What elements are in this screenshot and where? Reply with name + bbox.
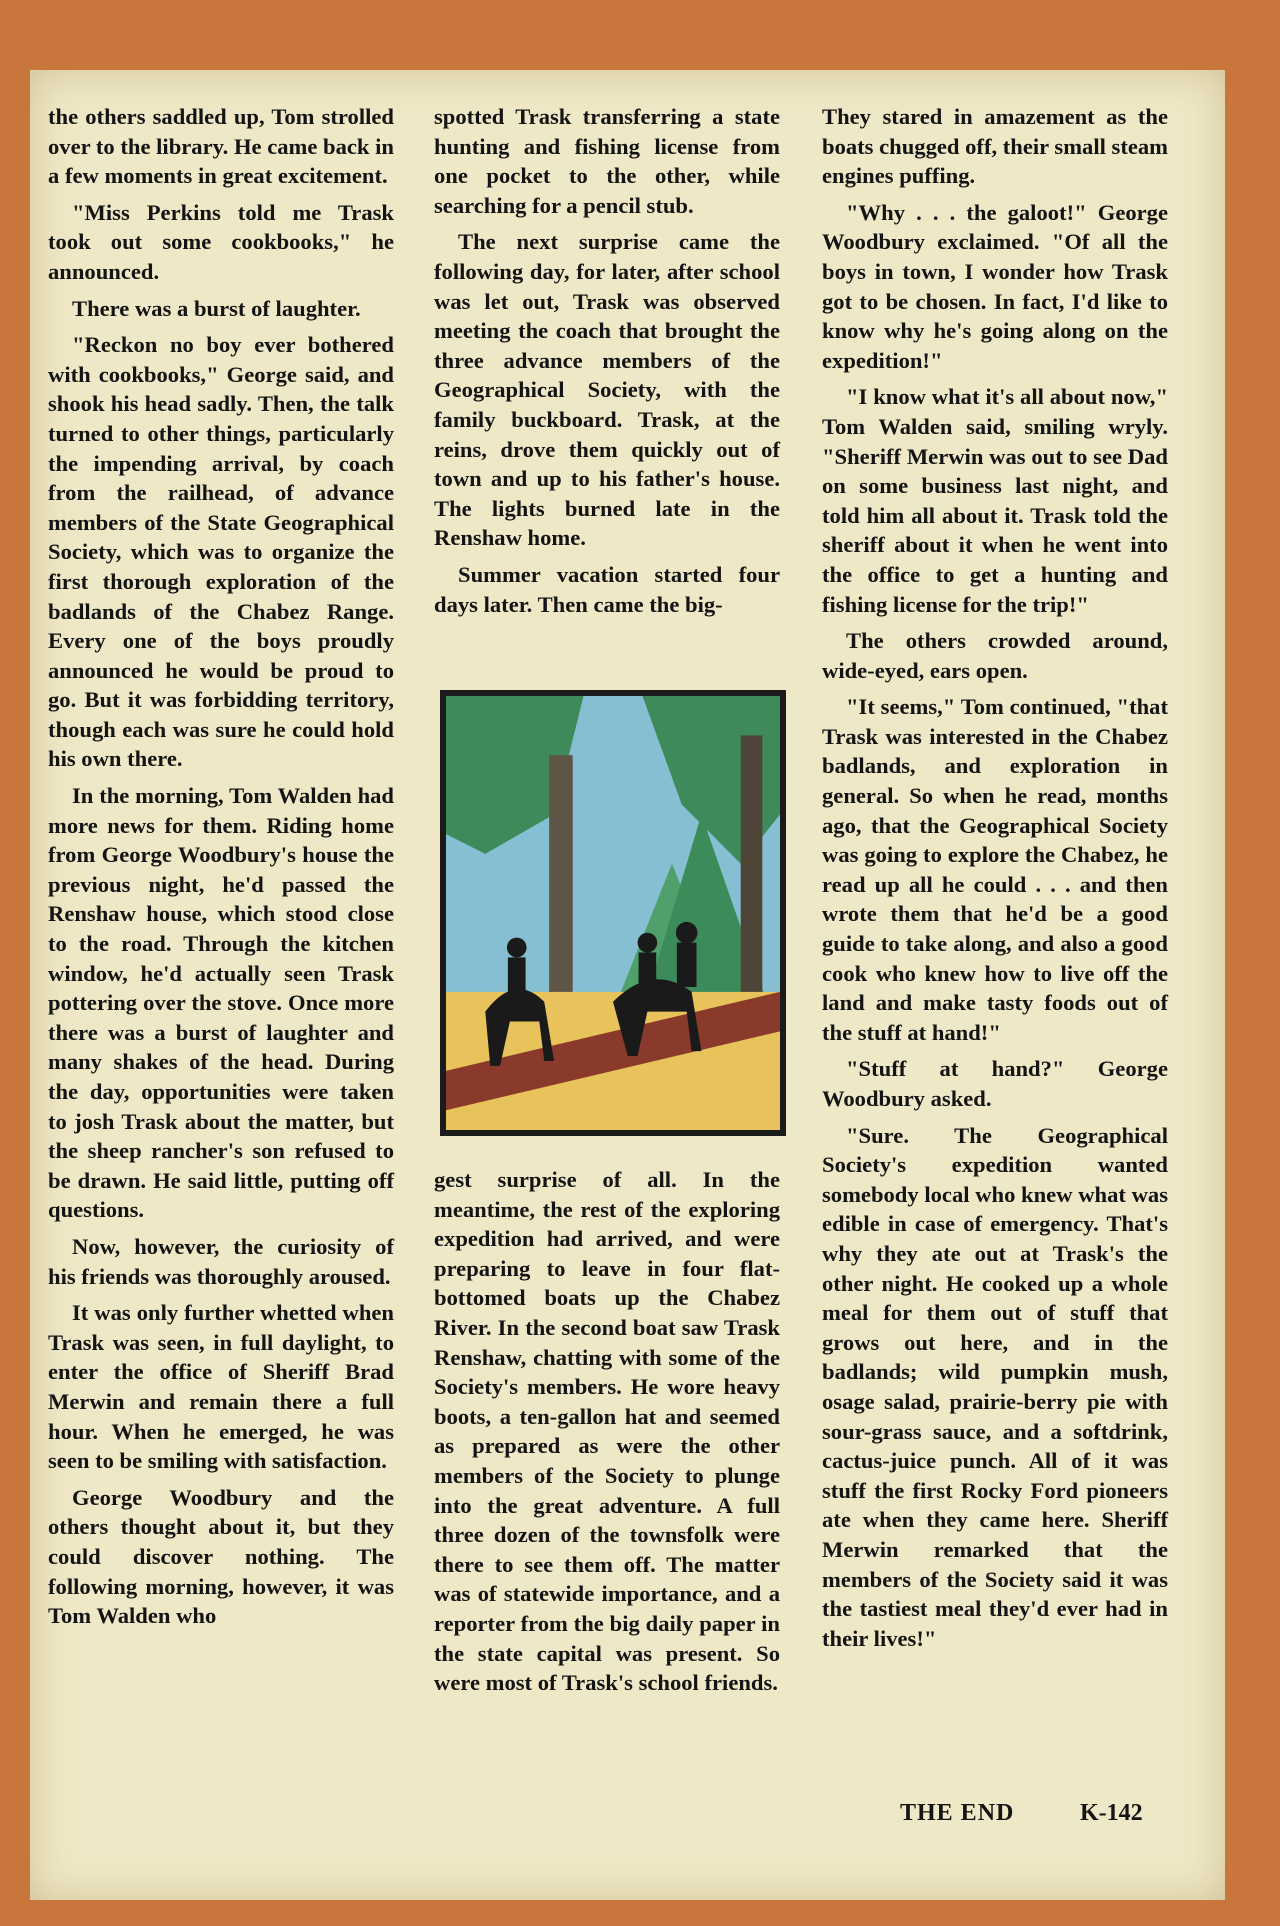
paragraph: "Reckon no boy ever bothered with cookbooks," George said, and shook his head sadly. Then, the talk turned to other things, particularly the impending arrival, by coach from the railhead, of advance members of the State Geographical Society, which was to organize the first thorough exploration of the badlands of the Chabez Range. Every one of the boys proudly announced he would be proud to go. But it was forbidding territory, though each was sure he could hold his own there. [48,332,394,772]
paragraph: spotted Trask transferring a state hunting and fishing license from one pocket to the other, while searching for a pencil stub. [434,104,780,218]
paragraph: They stared in amazement as the boats chugged off, their small steam engines puffing. [822,104,1168,189]
paragraph: gest surprise of all. In the meantime, the rest of the exploring expedition had arrived, and were preparing to leave in four flat-bottomed boats up the Chabez River. In the second boat saw Trask Renshaw, chatting with some of the Society's members. He wore heavy boots, a ten-gallon hat and seemed as prepared as were the other members of the Society to plunge into the great adventure. A full three dozen of the townsfolk were there to see them off. The matter was of statewide importance, and a reporter from the big daily paper in the state capital was present. So were most of Trask's school friends. [434,1167,780,1696]
text-column-1 [48,102,394,1638]
riders-in-forest-illustration [440,690,786,1136]
paragraph: the others saddled up, Tom strolled over to the library. He came back in a few moments in great excitement. [48,104,394,189]
text-column-2 [434,102,780,626]
text-column-2-continued [434,1165,780,1705]
page-code: K-142 [1080,1800,1143,1826]
paragraph: "I know what it's all about now," Tom Walden said, smiling wryly. "Sheriff Merwin was out to see Dad on some business last night, and told him all about it. Trask told the sheriff about it when he went into the office to get a hunting and fishing license for the trip!" [822,384,1168,617]
paragraph: The others crowded around, wide-eyed, ears open. [822,628,1168,683]
paragraph: There was a burst of laughter. [72,295,361,321]
paragraph: "Stuff at hand?" George Woodbury asked. [822,1056,1168,1111]
paragraph: "Miss Perkins told me Trask took out some cookbooks," he announced. [48,199,394,284]
paragraph: It was only further whetted when Trask was seen, in full daylight, to enter the office of Sheriff Brad Merwin and remain there a full hour. When he emerged, he was seen to be smiling with satisfaction. [48,1300,394,1474]
paragraph: George Woodbury and the others thought about it, but they could discover nothing. The following morning, however, it was Tom Walden who [48,1484,394,1629]
text-column-3 [822,102,1168,1660]
paragraph: The next surprise came the following day, for later, after school was let out, Trask was observed meeting the coach that brought the three advance members of the Geographical Society, with the family buckboard. Trask, at the reins, drove them quickly out of town and up to his father's house. The lights burned late in the Renshaw home. [434,229,780,551]
the-end-label: THE END [900,1800,1015,1826]
paragraph: "It seems," Tom continued, "that Trask was interested in the Chabez badlands, and exploration in general. So when he read, months ago, that the Geographical Society was going to explore the Chabez, he read up all he could . . . and then wrote them that he'd be a good guide to take along, and also a good cook who knew how to live off the land and make tasty foods out of the stuff at hand!" [822,694,1168,1045]
paragraph: "Sure. The Geographical Society's expedition wanted somebody local who knew what was edible in case of emergency. That's why they ate out at Trask's the other night. He cooked up a whole meal for them out of stuff that grows out here, and in the badlands; wild pumpkin mush, osage salad, prairie-berry pie with sour-grass sauce, and a softdrink, cactus-juice punch. All of it was stuff the first Rocky Ford pioneers ate when they came here. Sheriff Merwin remarked that the members of the Society said it was the tastiest meal they'd ever had in their lives!" [822,1122,1168,1651]
paragraph: Summer vacation started four days later. Then came the big- [434,561,780,617]
story-page [30,70,1225,1900]
paragraph: Now, however, the curiosity of his friends was thoroughly aroused. [48,1233,394,1289]
paragraph: In the morning, Tom Walden had more news for them. Riding home from George Woodbury's house the previous night, he'd passed the Renshaw house, which stood close to the road. Through the kitchen window, he'd actually seen Trask pottering over the stove. Once more there was a burst of laughter and many shakes of the head. During the day, opportunities were taken to josh Trask about the matter, but the sheep rancher's son refused to be drawn. He said little, putting off questions. [48,783,394,1223]
paragraph: "Why . . . the galoot!" George Woodbury exclaimed. "Of all the boys in town, I wonder how Trask got to be chosen. In fact, I'd like to know why he's going along on the expedition!" [822,199,1168,373]
